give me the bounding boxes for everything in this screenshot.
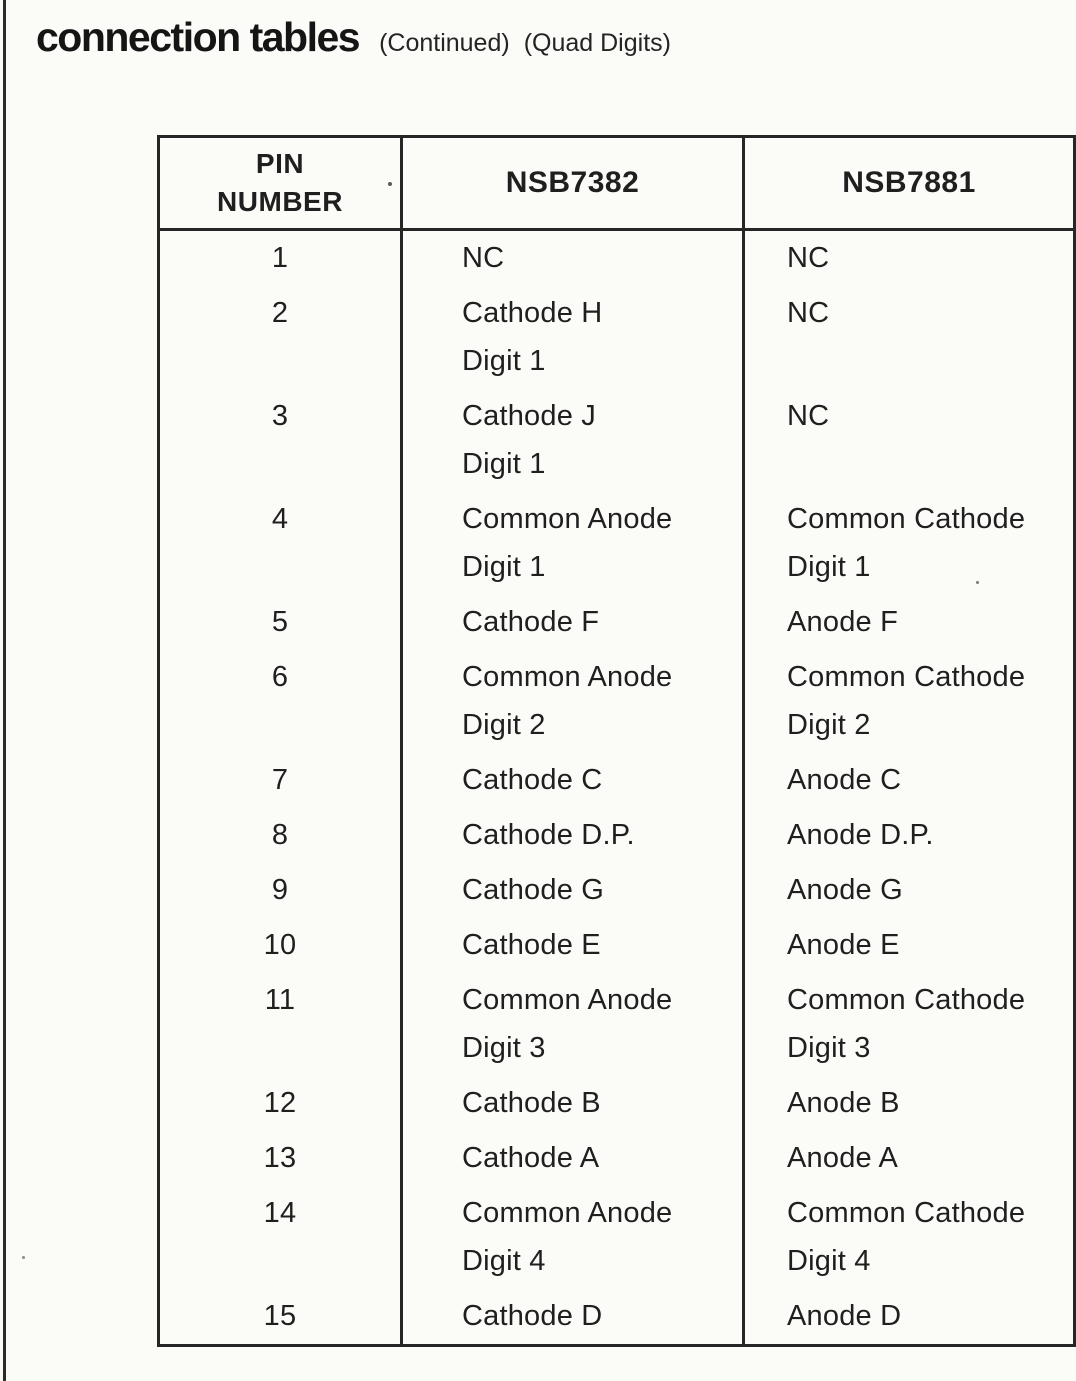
pin-number: 15 [263,1300,297,1332]
pin-cell [160,286,403,389]
nsb7382-cell [403,808,745,863]
nsb7881-cell [745,1289,1073,1344]
page-edge-rule [3,0,6,1381]
cell-line: Digit 1 [462,551,546,583]
cell-line: Cathode A [462,1142,600,1174]
cell-line: Anode G [787,874,903,906]
cell-line: Digit 1 [462,345,546,377]
cell-line: Anode F [787,606,899,638]
cell-line: Digit 3 [787,1032,871,1064]
page-heading [36,14,671,61]
pin-cell [160,1076,403,1131]
header-pin-line2: NUMBER [217,186,343,217]
cell-line: Cathode G [462,874,605,906]
cell-line: Digit 2 [462,709,546,741]
pin-cell [160,863,403,918]
cell-line: NC [462,242,505,274]
nsb7382-cell [403,1131,745,1186]
nsb7881-cell [745,863,1073,918]
nsb7382-cell [403,1076,745,1131]
pin-cell [160,1289,403,1344]
nsb7881-cell [745,286,1073,389]
pin-number: 13 [263,1142,297,1174]
header-cell-pin-number [160,138,403,231]
cell-line: Common Cathode [787,503,1026,535]
header-pin-line1: PIN [255,148,305,179]
cell-line: Common Cathode [787,661,1026,693]
cell-line: Anode B [787,1087,900,1119]
nsb7382-cell [403,1186,745,1289]
pin-number: 14 [263,1197,297,1229]
nsb7881-cell [745,389,1073,492]
cell-line: Common Anode [462,503,673,535]
cell-line: Digit 2 [787,709,871,741]
cell-line: Cathode D [462,1300,603,1332]
page-subtitle-quad-digits: (Quad Digits) [523,29,671,57]
cell-line: Cathode H [462,297,603,329]
nsb7382-cell [403,492,745,595]
nsb7382-cell [403,863,745,918]
cell-line: Anode A [787,1142,899,1174]
cell-line: Common Cathode [787,1197,1026,1229]
cell-line: Cathode C [462,764,603,796]
nsb7881-cell [745,231,1073,286]
cell-line: Anode C [787,764,902,796]
nsb7881-cell [745,973,1073,1076]
pin-cell [160,231,403,286]
nsb7382-cell [403,753,745,808]
cell-line: Digit 4 [462,1245,546,1277]
cell-line: Digit 1 [787,551,871,583]
cell-line: NC [787,400,830,432]
cell-line: Common Cathode [787,984,1026,1016]
nsb7382-cell [403,650,745,753]
pin-cell [160,973,403,1076]
scan-speck [976,581,979,584]
connection-table [157,135,1076,1347]
cell-line: Common Anode [462,1197,673,1229]
pin-number: 6 [271,661,289,693]
pin-cell [160,808,403,863]
page-title: connection tables [36,14,360,60]
pin-number: 12 [263,1087,297,1119]
nsb7382-cell [403,231,745,286]
cell-line: Digit 4 [787,1245,871,1277]
cell-line: Cathode E [462,929,601,961]
nsb7382-cell [403,918,745,973]
cell-line: Anode E [787,929,900,961]
pin-cell [160,389,403,492]
nsb7881-cell [745,753,1073,808]
nsb7382-cell [403,973,745,1076]
cell-line: Anode D.P. [787,819,934,851]
pin-cell [160,1186,403,1289]
pin-number: 9 [271,874,289,906]
nsb7382-cell [403,286,745,389]
cell-line: Common Anode [462,661,673,693]
pin-cell [160,1131,403,1186]
pin-number: 5 [271,606,289,638]
cell-line: Cathode J [462,400,596,432]
pin-number: 10 [263,929,297,961]
nsb7881-cell [745,1186,1073,1289]
nsb7881-cell [745,918,1073,973]
pin-number: 11 [264,984,296,1016]
nsb7881-cell [745,1076,1073,1131]
pin-cell [160,492,403,595]
nsb7881-cell [745,1131,1073,1186]
scan-speck [388,182,392,186]
cell-line: Cathode F [462,606,600,638]
pin-number: 7 [271,764,289,796]
pin-number: 8 [271,819,289,851]
scan-speck [22,1256,25,1259]
pin-number: 2 [271,297,289,329]
cell-line: NC [787,242,830,274]
cell-line: Digit 1 [462,448,546,480]
pin-number: 1 [271,242,289,274]
pin-number: 3 [271,400,289,432]
nsb7382-cell [403,389,745,492]
cell-line: NC [787,297,830,329]
cell-line: Cathode B [462,1087,601,1119]
nsb7881-cell [745,492,1073,595]
cell-line: Digit 3 [462,1032,546,1064]
header-cell-nsb7881: NSB7881 [745,138,1073,231]
header-cell-nsb7382: NSB7382 [403,138,745,231]
pin-number: 4 [271,503,289,535]
nsb7382-cell [403,1289,745,1344]
nsb7881-cell [745,595,1073,650]
cell-line: Common Anode [462,984,673,1016]
nsb7881-cell [745,808,1073,863]
nsb7382-cell [403,595,745,650]
pin-cell [160,650,403,753]
pin-cell [160,595,403,650]
pin-cell [160,753,403,808]
page-subtitle-continued: (Continued) [379,29,510,57]
cell-line: Anode D [787,1300,902,1332]
pin-cell [160,918,403,973]
cell-line: Cathode D.P. [462,819,635,851]
nsb7881-cell [745,650,1073,753]
